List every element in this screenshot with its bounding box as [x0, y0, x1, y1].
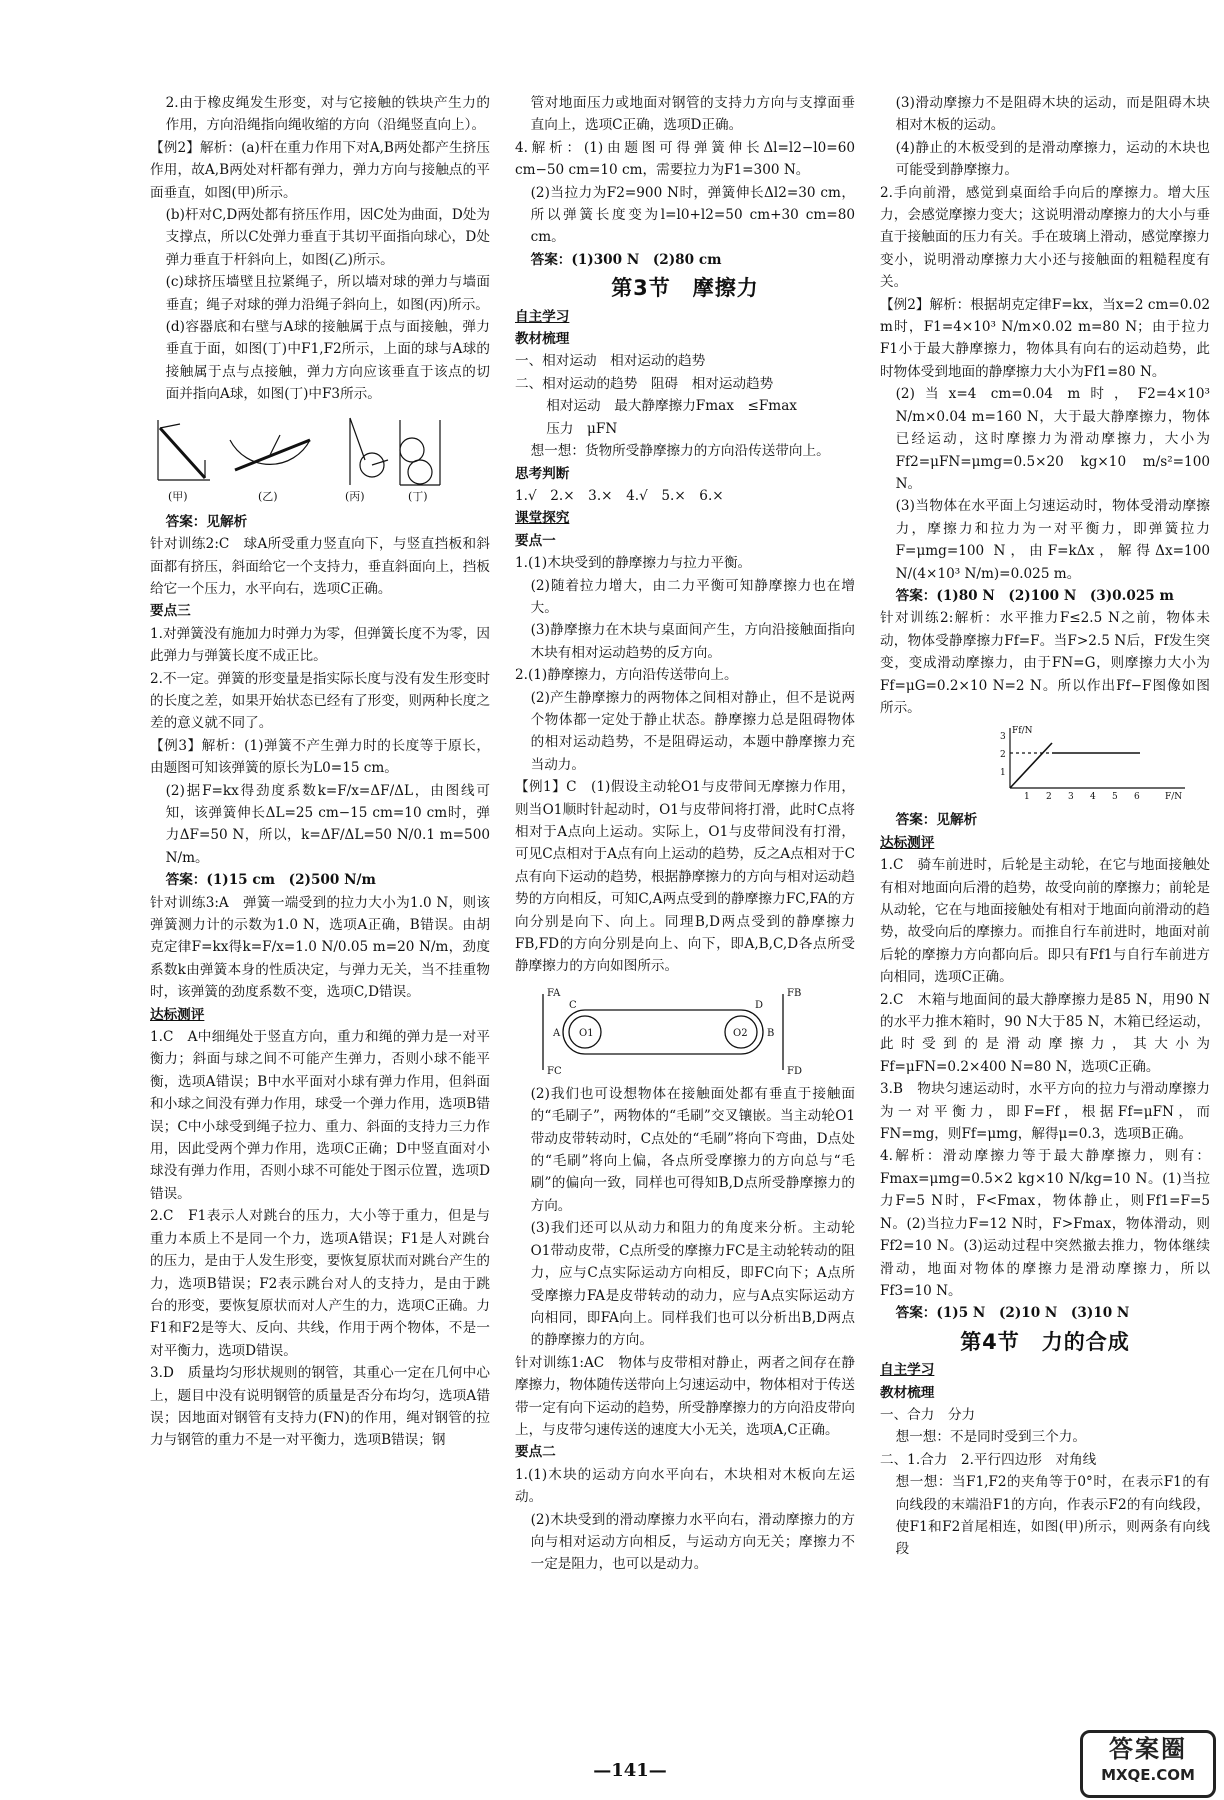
section-heading: 达标测评 [150, 1006, 205, 1023]
point-label: C [569, 999, 577, 1011]
point-label: B [767, 1027, 775, 1039]
answer: 答案：见解析 [165, 513, 248, 530]
figure-label: (丁) [408, 489, 428, 503]
paragraph: 【例1】C (1)假设主动轮O1与皮带间无摩擦力作用，则当O1顺时针起动时，O1与皮带间将打滑，此时C点将相对于A点向上运动。实际上，O1与皮带间没有打滑，可见C点相对于A点有向上运动的趋势，反之A点相对于C点有向下运动的趋势，根据静摩擦力的方向与相对运动趋势的方向相反，可知C,A两点受到的静摩擦力FC,FA的方向分别是向下、向上。同理B,D两点受到的静摩擦力FB,FD的方向分别是向上、向下，即A,B,C,D各点所受静摩擦力的方向如图所示。 [515, 779, 855, 975]
paragraph: 【例2】解析：根据胡克定律F=kx，当x=2 cm=0.02 m时，F1=4×10³ N/m×0.02 m=80 N；由于拉力F1小于最大静摩擦力，物体具有向右的运动趋势，此时物体受到地面的静摩擦力大小为Ff1=80 N。 [880, 296, 1210, 380]
paragraph: (2)木块受到的滑动摩擦力水平向右，滑动摩擦力的方向与相对运动方向相反，与运动方向无关；摩擦力不一定是阻力，也可以是动力。 [530, 1511, 855, 1573]
paragraph: 想一想：货物所受静摩擦力的方向沿传送带向上。 [530, 443, 830, 460]
paragraph: (4)静止的木板受到的是滑动摩擦力，运动的木块也可能受到静摩擦力。 [895, 139, 1210, 179]
paragraph: (d)容器底和右壁与A球的接触属于点与面接触，弹力垂直于面，如图(丁)中F1,F2所示，上面的球与A球的接触属于点与点接触，弹力方向应该垂直于该点的切面并指向A球，如图(丁)中F3所示。 [165, 319, 490, 403]
tick-label: 1 [1024, 792, 1030, 803]
paragraph: (3)当物体在水平面上匀速运动时，物体受滑动摩擦力，摩擦力和拉力为一对平衡力，即弹簧拉力F=μmg=100 N，由F=kΔx，解得Δx=100 N/(4×10³ N/m)=0.025 m。 [895, 498, 1210, 582]
tick-label: 5 [1112, 792, 1118, 803]
paragraph: (2)随着拉力增大，由二力平衡可知静摩擦力也在增大。 [530, 577, 855, 616]
paragraph: 4.解析：(1)由题图可得弹簧伸长Δl=l2−l0=60 cm−50 cm=10 cm，需要拉力为F1=300 N。 [515, 139, 855, 179]
watermark-url: MXQE.COM [1101, 1766, 1195, 1784]
tick-label: 3 [1000, 732, 1006, 743]
axis-label: Ff/N [1012, 726, 1033, 737]
tick-label: 4 [1090, 792, 1096, 803]
paragraph: (c)球挤压墙壁且拉紧绳子，所以墙对球的弹力与墙面垂直；绳子对球的弹力沿绳子斜向上，如图(丙)所示。 [165, 274, 490, 313]
paragraph: (2)当拉力为F2=900 N时，弹簧伸长Δl2=30 cm，所以弹簧长度变为l=l0+l2=50 cm+30 cm=80 cm。 [530, 184, 855, 246]
belt-pulley-figure [533, 982, 833, 1077]
figure-label: (乙) [258, 489, 278, 503]
force-label: FD [787, 1065, 802, 1077]
force-label: FC [547, 1065, 562, 1077]
paragraph: (2)据F=kx得劲度系数k=F/x=ΔF/ΔL，由图线可知，该弹簧伸长ΔL=25 cm−15 cm=10 cm时，弹力ΔF=50 N，所以，k=ΔF/ΔL=50 N/0.1 m=500 N/m。 [165, 782, 490, 866]
paragraph: 针对训练2:C 球A所受重力竖直向下，与竖直挡板和斜面都有挤压，斜面给它一个支持力，垂直斜面向上，挡板给它一个压力，水平向右，选项C正确。 [150, 536, 490, 597]
elastic-force-figure [150, 410, 450, 505]
paragraph: 二、1.合力 2.平行四边形 对角线 [880, 1451, 1097, 1468]
tick-label: 3 [1068, 792, 1074, 803]
paragraph: 2.手向前滑，感觉到桌面给手向后的摩擦力。增大压力，会感觉摩擦力变大；这说明滑动摩擦力的大小与垂直于接触面的压力有关。手在玻璃上滑动，感觉摩擦力变小，说明滑动摩擦力大小还与接触面的粗糙程度有关。 [880, 184, 1210, 291]
tick-label: 1 [1000, 768, 1006, 779]
chapter-title: 第3节 摩擦力 [611, 276, 759, 301]
section-heading: 教材梳理 [515, 331, 570, 348]
paragraph: 针对训练2:解析：水平推力F≤2.5 N之前，物体未动，物体受静摩擦力Ff=F。当F>2.5 N后，Ff发生突变，变成滑动摩擦力，由于FN=G，则摩擦力大小为Ff=μG=0.2×10 N=2 N。所以作出Ff−F图像如图所示。 [880, 610, 1210, 716]
paragraph: 【例3】解析：(1)弹簧不产生弹力时的长度等于原长，由题图可知该弹簧的原长为L0=15 cm。 [150, 737, 490, 777]
point-label: D [755, 999, 764, 1011]
paragraph: 2.C F1表示人对跳台的压力，大小等于重力，但是与重力本质上不是同一个力，选项A错误；F1是人对跳台的压力，是由于人发生形变，要恢复原状而对跳台产生的力，选项B错误；F2表示跳台对人的支持力，是由于跳台的形变，要恢复原状而对人产生的力，选项C正确。力F1和F2是等大、反向、共线，作用于两个物体，不是一对平衡力，选项D错误。 [150, 1208, 490, 1359]
paragraph: 想一想：当F1,F2的夹角等于0°时，在表示F1的有向线段的末端沿F1的方向，作表示F2的有向线段，使F1和F2首尾相连，如图(甲)所示，则两条有向线段 [895, 1474, 1210, 1558]
paragraph: (3)我们还可以从动力和阻力的角度来分析。主动轮O1带动皮带，C点所受的摩擦力FC是主动轮转动的阻力，应与C点实际运动方向相反，即FC向下；A点所受摩擦力FA是皮带转动的动力，应与A点实际运动方向相同，即FA向上。同样我们也可以分析出B,D两点的静摩擦力的方向。 [530, 1220, 855, 1349]
paragraph: 2.不一定。弹簧的形变量是指实际长度与没有发生形变时的长度之差，如果开始状态已经有了形变，则两种长度之差的意义就不同了。 [150, 670, 490, 732]
tick-label: 2 [1046, 792, 1052, 803]
paragraph: 1.C A中细绳处于竖直方向，重力和绳的弹力是一对平衡力；斜面与球之间不可能产生弹力，否则小球不能平衡，选项A错误；B中水平面对小球有弹力作用，但斜面和小球之间没有弹力作用，球受一个弹力作用，选项B错误；C中小球受到绳子拉力、重力、斜面的支持力三力作用，因此受两个弹力作用，选项C正确；D中竖直面对小球没有弹力作用，否则小球不可能处于图示位置，选项D错误。 [150, 1029, 490, 1202]
answer: 答案：(1)5 N (2)10 N (3)10 N [895, 1305, 1130, 1322]
tick-label: 6 [1134, 792, 1140, 803]
friction-graph [990, 723, 1190, 803]
paragraph: 【例2】解析：(a)杆在重力作用下对A,B两处都产生挤压作用，故A,B两处对杆都有弹力，弹力方向与接触点的平面垂直，如图(甲)所示。 [150, 139, 490, 201]
section-heading: 自主学习 [880, 1362, 935, 1379]
paragraph: (2)我们也可设想物体在接触面处都有垂直于接触面的“毛刷子”，两物体的“毛刷”交叉镶嵌。当主动轮O1带动皮带转动时，C点处的“毛刷”将向下弯曲，D点处的“毛刷”将向上偏，各点所受摩擦力的方向总与“毛刷”的偏向一致，同样也可得知B,D点所受静摩擦力的方向。 [530, 1085, 855, 1214]
axis-label: F/N [1165, 792, 1183, 803]
paragraph: (3)滑动摩擦力不是阻碍木块的运动，而是阻碍木块相对木板的运动。 [895, 95, 1210, 134]
paragraph: 1.C 骑车前进时，后轮是主动轮，在它与地面接触处有相对地面向后滑的趋势，故受向前的摩擦力；前轮是从动轮，它在与地面接触处有相对于地面向前滑动的趋势，故受向后的摩擦力。而推自行车前进时，地面对前后轮的摩擦力方向都向后。即只有Ff1与自行车前进方向相同，选项C正确。 [880, 857, 1210, 986]
section-heading: 课堂探究 [515, 510, 570, 527]
section-heading: 要点三 [150, 603, 191, 620]
paragraph: (3)静摩擦力在木块与桌面间产生，方向沿接触面指向木块有相对运动趋势的反方向。 [530, 622, 855, 661]
section-heading: 要点二 [515, 1444, 556, 1461]
watermark-text: 答案圈 [1109, 1735, 1187, 1763]
paragraph: 二、相对运动的趋势 阻碍 相对运动趋势 [515, 375, 774, 392]
section-heading: 达标测评 [880, 834, 935, 851]
force-label: FB [787, 987, 802, 999]
paragraph: (2)当x=4 cm=0.04 m时，F2=4×10³ N/m×0.04 m=160 N，大于最大静摩擦力，物体已经运动，这时摩擦力为滑动摩擦力，大小为Ff2=μFN=μmg=0.5×20 kg×10 m/s²=100 N。 [895, 386, 1210, 492]
paragraph: 1.(1)木块的运动方向水平向右，木块相对木板向左运动。 [515, 1466, 855, 1506]
paragraph: (b)杆对C,D两处都有挤压作用，因C处为曲面，D处为支撑点，所以C处弹力垂直于其切平面指向球心，D处弹力垂直于杆斜向上，如图(乙)所示。 [165, 207, 490, 268]
force-label: FA [547, 987, 561, 999]
figure-label: (丙) [345, 489, 365, 503]
column-3 [880, 92, 1210, 1561]
paragraph: 2.(1)静摩擦力，方向沿传送带向上。 [515, 667, 738, 684]
column-2 [515, 92, 855, 1576]
chapter-title: 第4节 力的合成 [960, 1329, 1130, 1354]
paragraph: 一、相对运动 相对运动的趋势 [515, 353, 706, 370]
section-heading: 自主学习 [515, 308, 570, 325]
answer: 答案：(1)80 N (2)100 N (3)0.025 m [895, 587, 1174, 604]
figure-label: (甲) [168, 489, 188, 503]
section-heading: 教材梳理 [880, 1384, 935, 1401]
paragraph: 2.由于橡皮绳发生形变，对与它接触的铁块产生力的作用，方向沿绳指向绳收缩的方向（沿绳竖直向上）。 [165, 95, 490, 134]
paragraph: 1.对弹簧没有施加力时弹力为零，但弹簧长度不为零，因此弹力与弹簧长度不成正比。 [150, 625, 490, 665]
answer: 答案：(1)15 cm (2)500 N/m [165, 872, 376, 889]
paragraph: 针对训练3:A 弹簧一端受到的拉力大小为1.0 N，则该弹簧测力计的示数为1.0 N，选项A正确，B错误。由胡克定律F=kx得k=F/x=1.0 N/0.05 m=20 N/m，劲度系数k由弹簧本身的性质决定，与弹力无关，当不挂重物时，该弹簧的劲度系数不变，选项C,D错误。 [150, 894, 490, 1001]
paragraph: 相对运动 最大静摩擦力Fmax ≤Fmax [546, 398, 797, 415]
section-heading: 思考判断 [515, 465, 570, 482]
paragraph: 1.(1)木块受到的静摩擦力与拉力平衡。 [515, 555, 752, 572]
answer: 答案：见解析 [895, 812, 978, 829]
page-number: —141— [593, 1760, 667, 1781]
center-label: O1 [579, 1027, 594, 1039]
paragraph: 想一想：不是同时受到三个力。 [895, 1429, 1086, 1446]
paragraph: 2.C 木箱与地面间的最大静摩擦力是85 N，用90 N的水平力推木箱时，90 N大于85 N，木箱已经运动，此时受到的是滑动摩擦力，其大小为Ff=μFN=0.2×400 N=80 N，选项C正确。 [880, 991, 1210, 1075]
section-heading: 要点一 [515, 532, 556, 549]
paragraph: 压力 μFN [546, 420, 618, 437]
paragraph: 一、合力 分力 [880, 1406, 976, 1423]
point-label: A [553, 1027, 561, 1039]
column-1 [150, 92, 490, 1452]
tick-label: 2 [1000, 750, 1006, 761]
paragraph: (2)产生静摩擦力的两物体之间相对静止，但不是说两个物体都一定处于静止状态。静摩擦力总是阻碍物体的相对运动趋势，不是阻碍运动，本题中静摩擦力充当动力。 [530, 689, 855, 773]
paragraph: 1.√ 2.× 3.× 4.√ 5.× 6.× [515, 487, 724, 504]
paragraph: 管对地面压力或地面对钢管的支持力方向与支撑面垂直向上，选项C正确，选项D正确。 [530, 95, 855, 134]
paragraph: 针对训练1:AC 物体与皮带相对静止，两者之间存在静摩擦力，物体随传送带向上匀速运动中，物体相对于传送带一定有向下运动的趋势，所受静摩擦力的方向沿皮带向上，与皮带匀速传送的速度大小无关，选项A,C正确。 [515, 1354, 855, 1438]
answer: 答案：(1)300 N (2)80 cm [530, 251, 722, 268]
paragraph: 3.D 质量均匀形状规则的钢管，其重心一定在几何中心上，题目中没有说明钢管的质量是否分布均匀，选项A错误；因地面对钢管有支持力(FN)的作用，绳对钢管的拉力与钢管的重力不是一对平衡力，选项B错误；钢 [150, 1365, 490, 1449]
paragraph: 3.B 物块匀速运动时，水平方向的拉力与滑动摩擦力为一对平衡力，即F=Ff，根据Ff=μFN，而FN=mg，则Ff=μmg，解得μ=0.3，选项B正确。 [880, 1081, 1210, 1143]
watermark-logo [1080, 1730, 1216, 1798]
paragraph: 4.解析：滑动摩擦力等于最大静摩擦力，则有：Fmax=μmg=0.5×2 kg×10 N/kg=10 N。(1)当拉力F=5 N时，F<Fmax，物体静止，则Ff1=F=5 N。(2)当拉力F=12 N时，F>Fmax，物体滑动，则Ff2=10 N。(3)运动过程中突然撤去推力，物体继续滑动，地面对物体的摩擦力是滑动摩擦力，所以Ff3=10 N。 [880, 1148, 1210, 1299]
center-label: O2 [733, 1027, 748, 1039]
